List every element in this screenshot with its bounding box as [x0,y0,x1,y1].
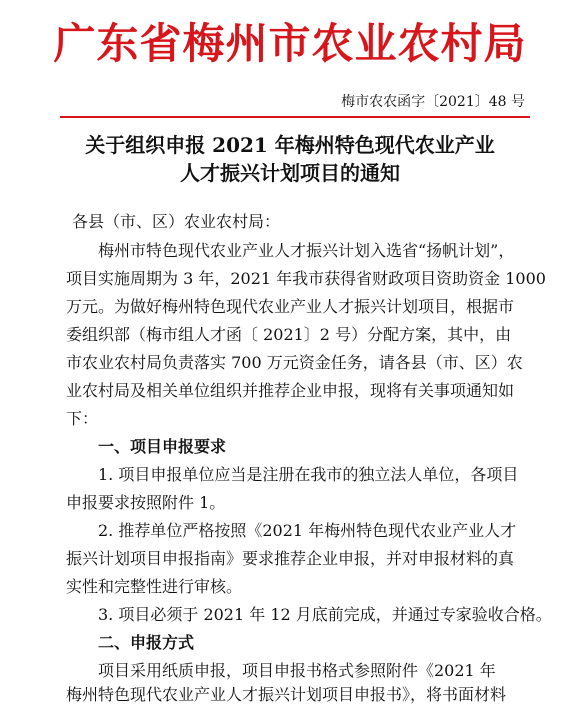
doc-number: 梅市农农函字〔2021〕48 号 [341,94,525,110]
section-2-heading: 二、申报方式 [98,633,195,652]
notice-title-line-1: 关于组织申报 2021 年梅州特色现代农业产业 [85,133,495,157]
paragraph-line: 3. 项目必须于 2021 年 12 月底前完成，并通过专家验收合格。 [98,605,552,624]
paragraph-line: 梅州特色现代农业产业人才振兴计划项目申报书》，将书面材料 [66,685,507,704]
notice-title-line-2: 人才振兴计划项目的通知 [180,161,400,185]
red-rule-divider [60,116,530,118]
paragraph-line: 1. 项目申报单位应当是注册在我市的独立法人单位，各项目 [98,465,519,484]
paragraph-line: 项目采用纸质申报，项目申报书格式参照附件《2021 年 [98,661,496,680]
paragraph-line: 振兴计划项目申报指南》要求推荐企业申报，并对申报材料的真 [66,549,515,568]
paragraph-line: 项目实施周期为 3 年，2021 年我市获得省财政项目资助资金 1000 [66,269,546,288]
paragraph-line: 万元。为做好梅州特色现代农业产业人才振兴计划项目，根据市 [66,297,515,316]
paragraph-line: 实性和完整性进行审核。 [66,577,243,596]
org-name: 广东省梅州市农业农村局 [53,19,527,68]
paragraph-line: 委组织部（梅市组人才函〔 2021〕2 号）分配方案，其中，由 [66,325,512,344]
paragraph-line: 梅州市特色现代农业产业人才振兴计划入选省“扬帆计划”， [98,241,515,260]
paragraph-line: 业农村局及相关单位组织并推荐企业申报，现将有关事项通知如 [66,381,515,400]
paragraph-line: 申报要求按照附件 1。 [66,493,226,512]
paragraph-line: 市农业农村局负责落实 700 万元资金任务，请各县（市、区）农 [66,353,523,372]
notice-title [0,131,580,187]
paragraph-line: 2. 推荐单位严格按照《2021 年梅州特色现代农业产业人才 [98,521,517,540]
paragraph-line: 下： [66,409,99,428]
addressee: 各县（市、区）农业农村局： [72,212,281,231]
section-1-heading: 一、项目申报要求 [98,437,227,456]
